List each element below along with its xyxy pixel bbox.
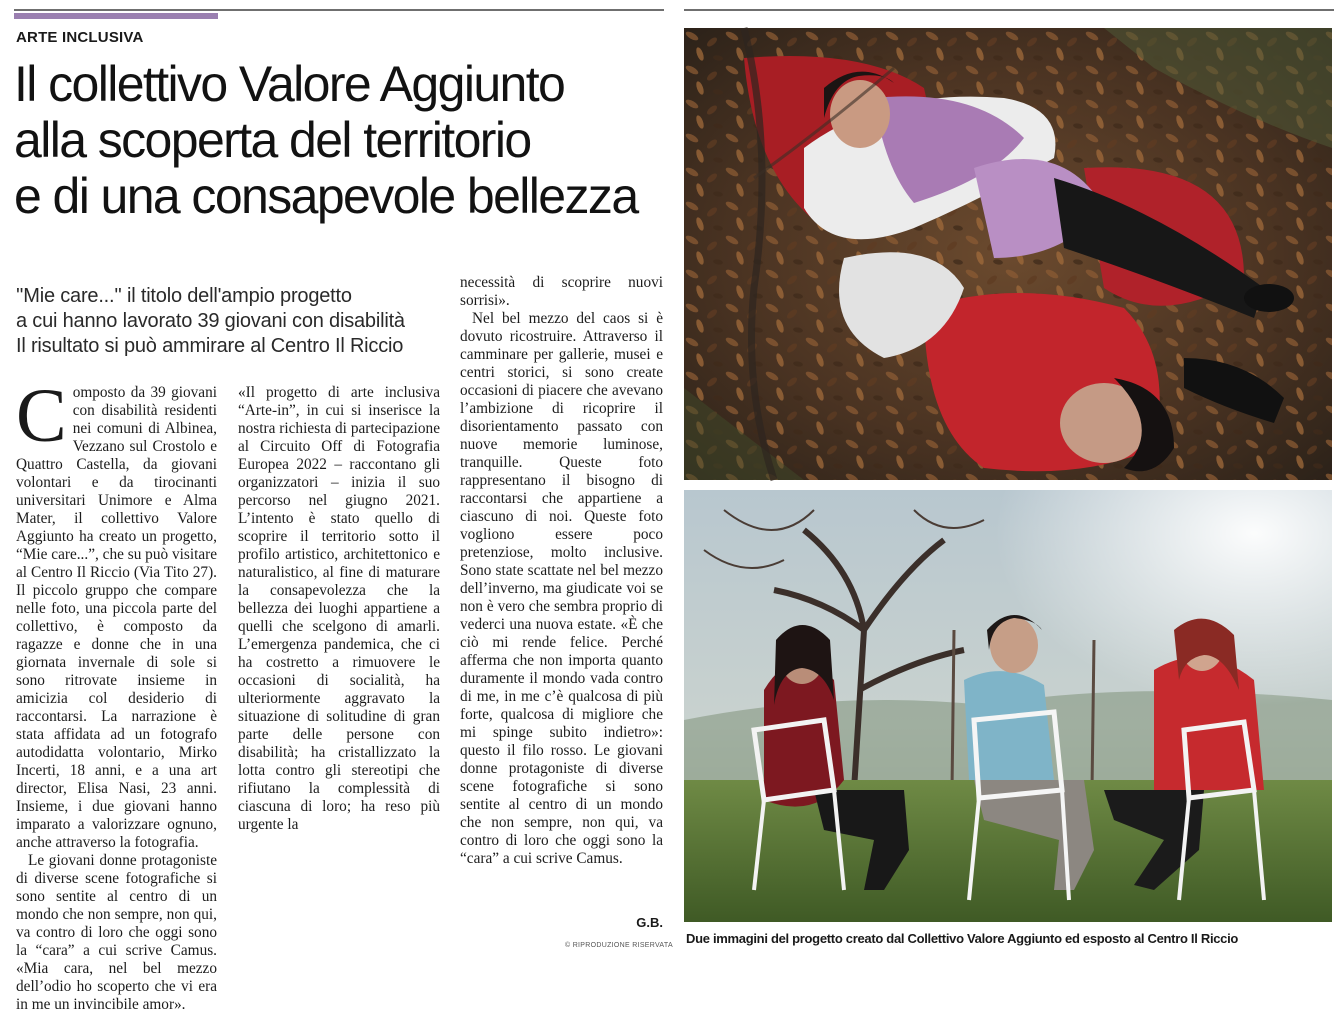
article-paragraph-4: Nel bel mezzo del caos si è dovuto ricostruire. Attraverso il camminare per gallerie, musei e centri storici, si sono create occasioni di piacere che avevano l’ambizione di ricoprire il disorientamento passato con nuove memorie luminose, tranquille. Queste foto rappresentano il bisogno di raccontarsi che appartiene a ciascuno di noi. Queste foto vogliono essere poco pretenziose, molto inclusive. Sono state scattate nel bel mezzo dell’inverno, ma giudicate voi se non è vero che sembra proprio di vederci una nuova estate. «È che ciò mi rende felice. Perché afferma che non importa quanto duramente il mondo vada contro di me, in me c’è qualcosa di più forte, qualcosa di migliore che mi spinge subito indietro»: questo il filo rosso. Le giovani donne protagoniste di diverse scene fotografiche si sono sentite al centro di un mondo che non sempre, non qui, va contro di loro che oggi sono la “cara” a cui scrive Camus. <box>460 310 663 867</box>
headline-line-1: Il collettivo Valore Aggiunto <box>14 56 565 112</box>
paragraph-1-text: omposto da 39 giovani con disabilità residenti nei comuni di Albinea, Vezzano sul Crostolo e Quattro Castella, da giovani volontari e da tirocinanti universitari Unimore e Alma Mater, il collettivo Valore Aggiunto ha creato un progetto, “Mie care...”, che su può visitare al Centro Il Riccio (Via Tito 27). Il piccolo gruppo che compare nelle foto, una piccola parte del collettivo, è composto da ragazze e donne che in una giornata invernale di sole si sono ritrovate insieme in amicizia col desiderio di raccontarsi. La narrazione è stata affidata ad un fotografo autodidatta volontario, Mirko Incerti, 18 anni, e a una art director, Elisa Nasi, 23 anni. Insieme, i due giovani hanno imparato a valorizzare ognuno, anche attraverso la fotografia. <box>16 384 217 851</box>
article-paragraph-3-end: necessità di scoprire nuovi sorrisi». <box>460 274 663 309</box>
section-kicker: ARTE INCLUSIVA <box>16 29 144 46</box>
article-column-1 <box>16 374 217 1013</box>
author-signature: G.B. <box>636 915 663 930</box>
photo-women-sitting-on-chairs <box>684 490 1332 922</box>
section-accent-bar <box>14 13 218 19</box>
top-rule-right <box>684 9 1334 11</box>
headline-line-3: e di una consapevole bellezza <box>14 168 638 224</box>
article-paragraph-1 <box>16 374 217 852</box>
subheadline-line-1: ''Mie care...'' il titolo dell'ampio progetto <box>16 285 352 307</box>
subheadline <box>16 284 466 359</box>
article-paragraph-2: Le giovani donne protagoniste di diverse scene fotografiche si sono sentite al centro di un mondo che non sempre, non qui, va contro di loro che oggi sono la “cara” a cui scrive Camus. «Mia cara, nel bel mezzo dell’odio ho scoperto che vi era in me un invincibile amor». <box>16 852 217 1013</box>
photo-women-lying-on-leaves <box>684 28 1332 480</box>
article-column-3-top <box>460 274 663 310</box>
article-column-2 <box>238 384 440 950</box>
drop-cap: C <box>16 374 67 458</box>
article-column-3 <box>460 310 663 867</box>
subheadline-line-3: Il risultato si può ammirare al Centro Il Riccio <box>16 335 404 357</box>
subheadline-line-2: a cui hanno lavorato 39 giovani con disabilità <box>16 310 405 332</box>
copyright-note: © RIPRODUZIONE RISERVATA <box>565 942 673 949</box>
headline <box>14 56 674 224</box>
top-rule <box>14 9 664 11</box>
photo-caption: Due immagini del progetto creato dal Collettivo Valore Aggiunto ed esposto al Centro Il Riccio <box>686 931 1239 946</box>
headline-line-2: alla scoperta del territorio <box>14 112 531 168</box>
article-paragraph-3: «Il progetto di arte inclusiva “Arte-in”, in cui si inserisce la nostra richiesta di partecipazione al Circuito Off di Fotografia Europea 2022 – raccontano gli organizzatori – inizia il suo percorso nel giugno 2021. L’intento è stato quello di scoprire il territorio sotto il profilo artistico, architettonico e naturalistico, al fine di maturare la consapevolezza che la bellezza dei luoghi appartiene a quelli che scelgono di amarli. L’emergenza pandemica, che ci ha costretto a rimuovere le occasioni di socialità, ha ulteriormente aggravato la situazione di solitudine di gran parte delle persone con disabilità; ha cristallizzato la lotta contro gli stereotipi che rifiutano la complessità di ciascuna di loro; ha reso più urgente la <box>238 384 440 833</box>
